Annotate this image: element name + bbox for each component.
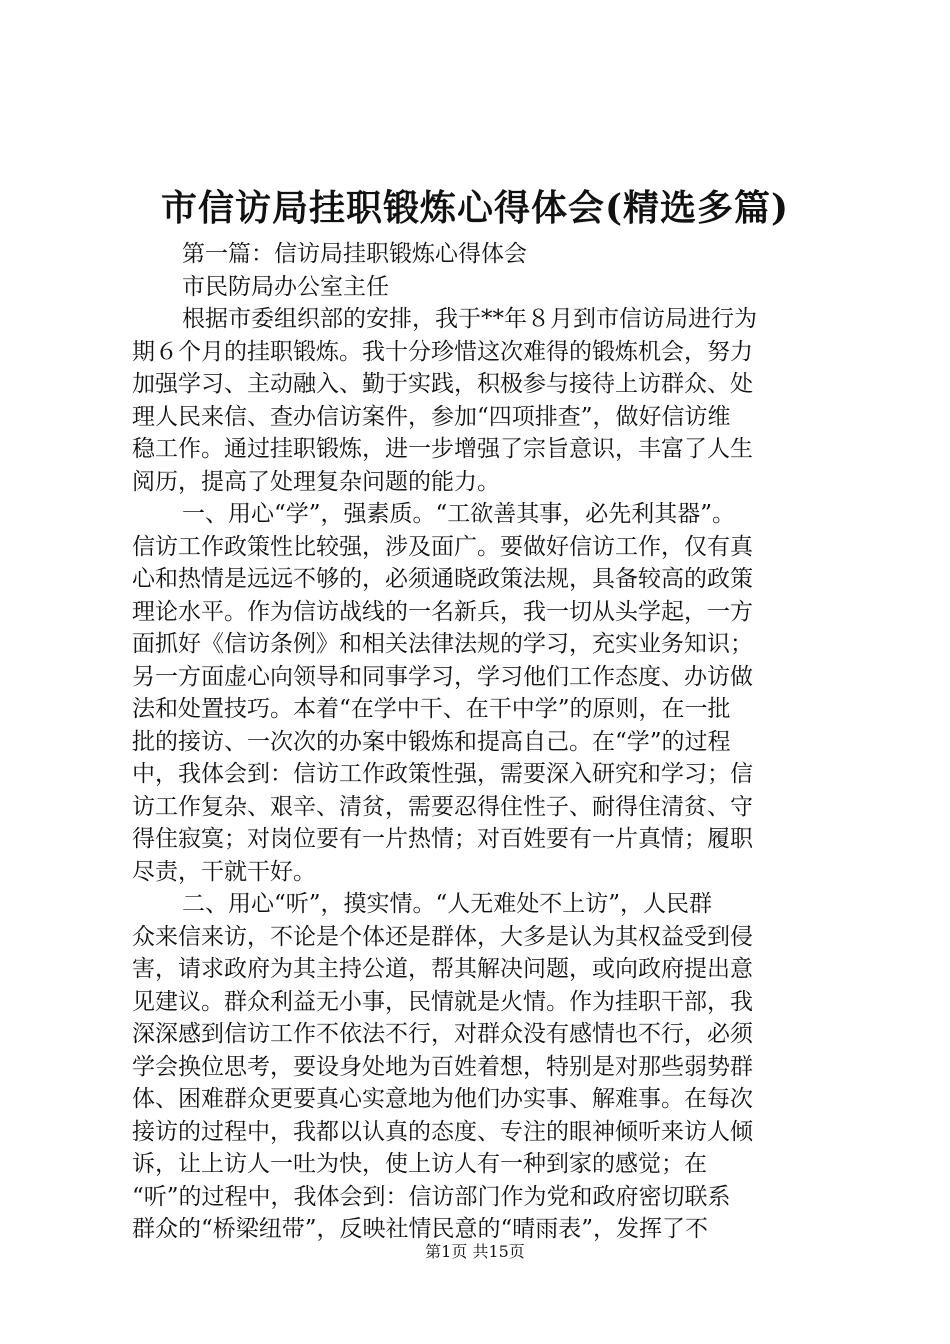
text-line: 加强学习、主动融入、勤于实践，积极参与接待上访群众、处 (132, 371, 753, 397)
text-line: 另一方面虚心向领导和同事学习，学习他们工作态度、办访做 (132, 663, 753, 690)
text-line: 中，我体会到：信访工作政策性强，需要深入研究和学习；信 (132, 761, 753, 787)
text-line: 法和处置技巧。本着“在学中干、在干中学”的原则，在一批 (132, 696, 731, 722)
text-line: 群众的“桥梁纽带”，反映社情民意的“晴雨表”，发挥了不 (132, 1216, 709, 1242)
text-line: 二、用心“听”，摸实情。“人无难处不上访”，人民群 (182, 891, 713, 917)
page-footer: 第1页 共15页 (425, 1242, 525, 1261)
text-line: 学会换位思考，要设身处地为百姓着想，特别是对那些弱势群 (132, 1053, 753, 1080)
document-body (132, 238, 832, 1246)
text-line: 体、困难群众更要真心实意地为他们办实事、解难事。在每次 (132, 1086, 753, 1112)
text-line: 心和热情是远远不够的，必须通晓政策法规，具备较高的政策 (132, 566, 753, 592)
text-line: 根据市委组织部的安排，我于**年８月到市信访局进行为 (182, 306, 757, 332)
text-line: 批的接访、一次次的办案中锻炼和提高自己。在“学”的过程 (132, 728, 731, 755)
text-line: 第一篇：信访局挂职锻炼心得体会 (182, 241, 527, 267)
text-line: 诉，让上访人一吐为快，使上访人有一种到家的感觉；在 (132, 1151, 707, 1177)
text-line: 理人民来信、查办信访案件，参加“四项排查”，做好信访维 (132, 403, 731, 430)
text-line: 尽责，干就干好。 (132, 858, 316, 885)
text-line: 稳工作。通过挂职锻炼，进一步增强了宗旨意识，丰富了人生 (132, 436, 753, 462)
text-line: 得住寂寞；对岗位要有一片热情；对百姓要有一片真情；履职 (132, 826, 753, 852)
text-line: 信访工作政策性比较强，涉及面广。要做好信访工作，仅有真 (132, 533, 753, 560)
text-line: 期６个月的挂职锻炼。我十分珍惜这次难得的锻炼机会，努力 (132, 338, 753, 365)
text-line: 阅历，提高了处理复杂问题的能力。 (132, 468, 500, 495)
document-title: 市信访局挂职锻炼心得体会(精选多篇) (160, 187, 790, 229)
text-line: 理论水平。作为信访战线的一名新兵，我一切从头学起，一方 (132, 598, 753, 625)
text-line: “听”的过程中，我体会到：信访部门作为党和政府密切联系 (132, 1183, 731, 1210)
text-line: 害，请求政府为其主持公道，帮其解决问题，或向政府提出意 (132, 956, 753, 982)
text-line: 面抓好《信访条例》和相关法律法规的学习，充实业务知识； (132, 631, 753, 657)
text-line: 深深感到信访工作不依法不行，对群众没有感情也不行，必须 (132, 1021, 753, 1047)
text-line: 接访的过程中，我都以认真的态度、专注的眼神倾听来访人倾 (132, 1118, 753, 1145)
text-line: 市民防局办公室主任 (182, 273, 389, 300)
text-line: 一、用心“学”，强素质。“工欲善其事，必先利其器”。 (182, 501, 736, 527)
text-line: 众来信来访，不论是个体还是群体，大多是认为其权益受到侵 (132, 923, 753, 950)
text-line: 见建议。群众利益无小事，民情就是火情。作为挂职干部，我 (132, 988, 753, 1015)
text-line: 访工作复杂、艰辛、清贫，需要忍得住性子、耐得住清贫、守 (132, 793, 753, 820)
